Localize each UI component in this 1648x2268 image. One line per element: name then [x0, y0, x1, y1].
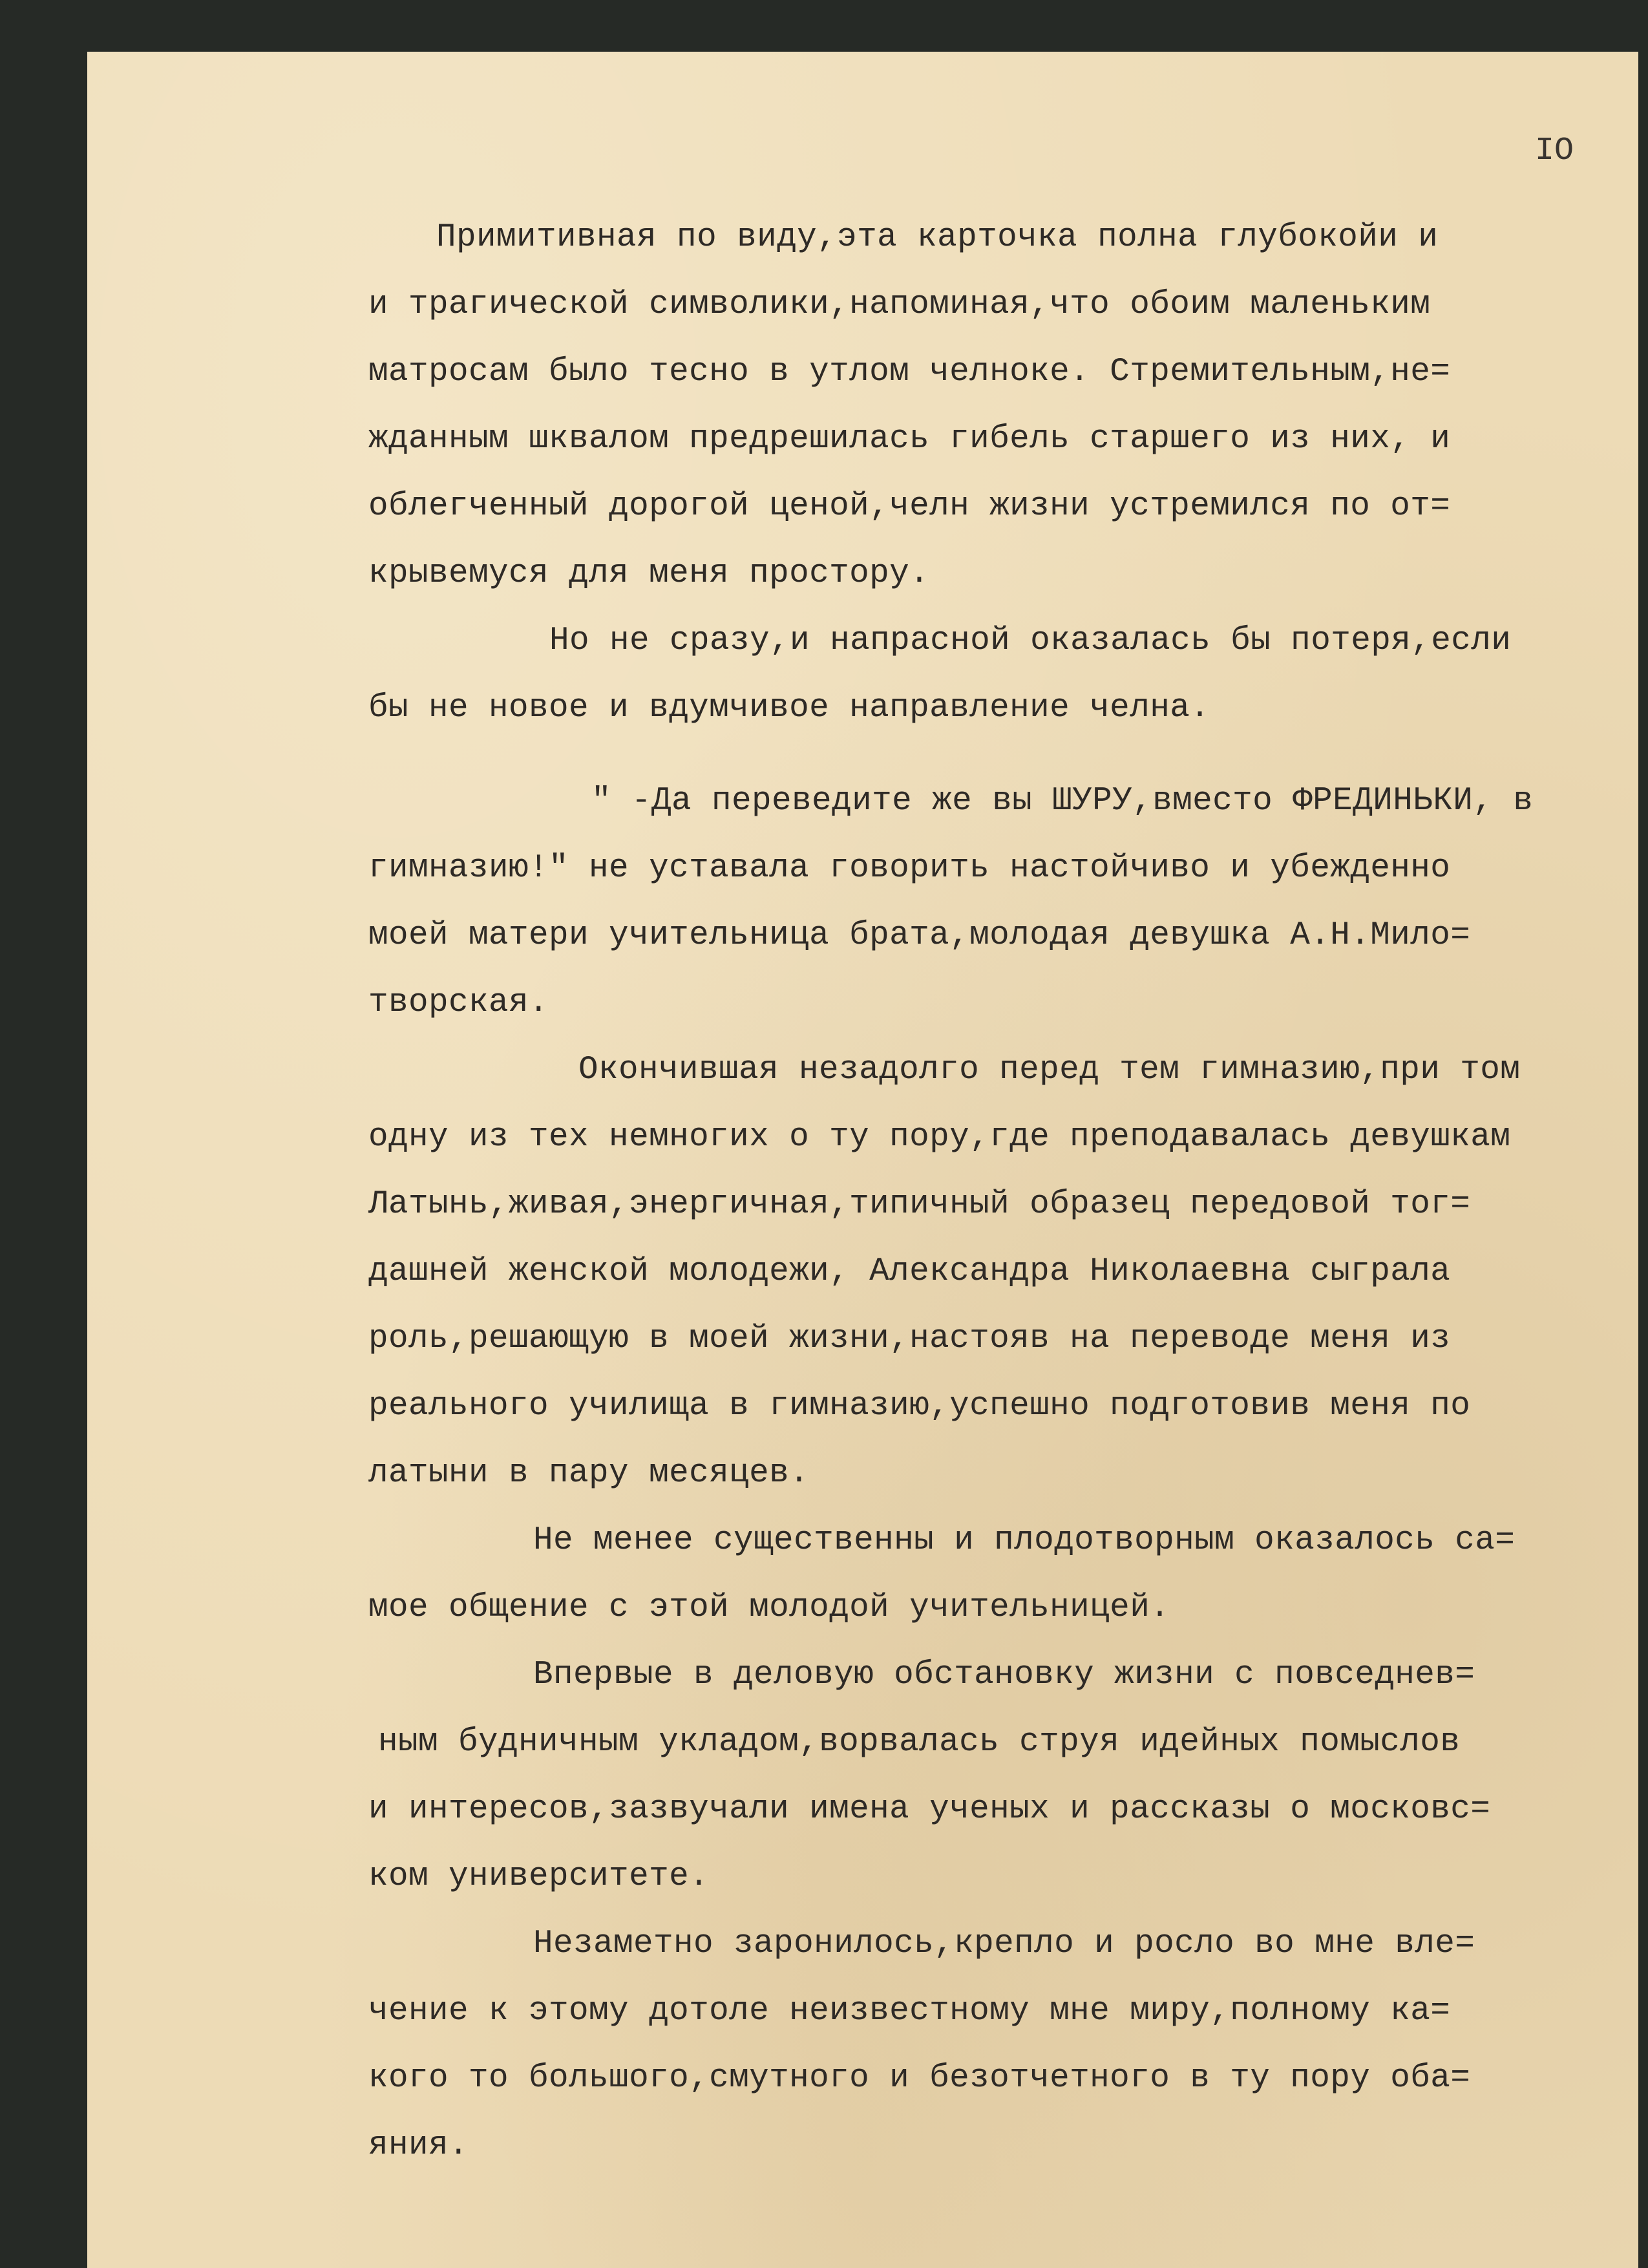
text-line: Незаметно заронилось,крепло и росло во мне вле=	[533, 1925, 1475, 1962]
text-line: реального училища в гимназию,успешно подготовив меня по	[368, 1388, 1471, 1425]
text-line: жданным шквалом предрешилась гибель старшего из них, и	[368, 421, 1451, 458]
text-line: Впервые в деловую обстановку жизни с повседнев=	[533, 1657, 1475, 1693]
page-number: IO	[1535, 132, 1574, 169]
text-line: чение к этому дотоле неизвестному мне миру,полному ка=	[368, 1993, 1451, 2030]
text-line: Окончившая незадолго перед тем гимназию,при том	[578, 1052, 1521, 1088]
typewritten-page	[87, 52, 1638, 2268]
text-line: ным будничным укладом,ворвалась струя идейных помыслов	[378, 1724, 1461, 1761]
text-line: Но не сразу,и напрасной оказалась бы потеря,если	[549, 622, 1512, 659]
text-line: крывемуся для меня простору.	[368, 555, 930, 592]
text-line: и трагической символики,напоминая,что обоим маленьким	[368, 286, 1431, 323]
text-line: матросам было тесно в утлом челноке. Стремительным,не=	[368, 354, 1451, 390]
text-line: роль,решающую в моей жизни,настояв на переводе меня из	[368, 1320, 1451, 1357]
text-line: Примитивная по виду,эта карточка полна глубокойи и	[436, 219, 1439, 256]
text-line: творская.	[368, 984, 549, 1021]
text-line: гимназию!" не уставала говорить настойчиво и убежденно	[368, 850, 1451, 887]
text-line: латыни в пару месяцев.	[368, 1455, 810, 1492]
text-line: Не менее существенны и плодотворным оказалось са=	[533, 1522, 1516, 1559]
text-line: кого то большого,смутного и безотчетного в ту пору оба=	[368, 2060, 1471, 2097]
text-line: " -Да переведите же вы ШУРУ,вместо ФРЕДИНЬКИ, в	[591, 783, 1534, 820]
text-line: Латынь,живая,энергичная,типичный образец передовой тог=	[368, 1186, 1471, 1223]
text-line: бы не новое и вдумчивое направление челна.	[368, 690, 1210, 726]
text-line: яния.	[368, 2127, 469, 2164]
text-line: ком университете.	[368, 1858, 710, 1895]
text-line: дашней женской молодежи, Александра Николаевна сыграла	[368, 1253, 1451, 1290]
text-line: облегченный дорогой ценой,челн жизни устремился по от=	[368, 488, 1451, 525]
text-line: мое общение с этой молодой учительницей.	[368, 1589, 1170, 1626]
text-line: моей матери учительница брата,молодая девушка А.Н.Мило=	[368, 917, 1471, 954]
text-line: и интересов,зазвучали имена ученых и рассказы о московс=	[368, 1791, 1491, 1828]
text-line: одну из тех немногих о ту пору,где преподавалась девушкам	[368, 1119, 1511, 1156]
